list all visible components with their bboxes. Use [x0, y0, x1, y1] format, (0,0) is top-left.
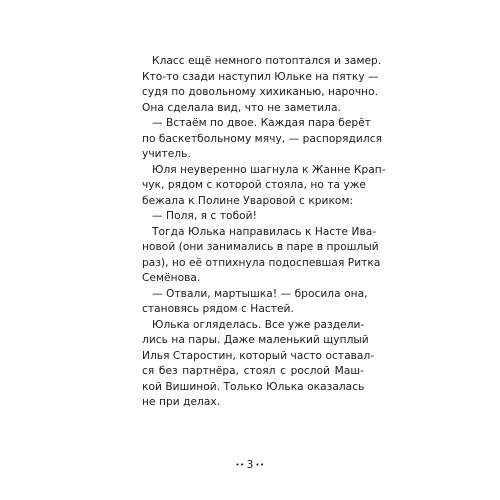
text-line: Илья Старостин, который часто оставал-	[142, 349, 375, 362]
paragraph	[142, 163, 386, 210]
paragraph	[142, 54, 382, 116]
text-line: лись на пары. Даже маленький щуплый	[142, 334, 369, 346]
text-line: Юля неуверенно шагнула к Жанне Крап-	[152, 163, 386, 176]
text-line: Тогда Юлька направилась к Насте Ива-	[152, 225, 377, 238]
text-line: Она сделала вид, что не заметила.	[142, 101, 341, 114]
text-line: новой (они занимались в паре в прошлый	[142, 241, 379, 253]
text-line: чук, рядом с которой стояла, но та уже	[142, 179, 366, 191]
text-line: становясь рядом с Настей.	[142, 303, 294, 315]
folio-ornament-left: ••	[235, 461, 245, 469]
page-number-value: 3	[246, 459, 254, 471]
paragraph	[142, 116, 382, 163]
text-line: не при делах.	[142, 396, 221, 408]
text-line: — Поля, я с тобой!	[152, 210, 257, 222]
paragraph	[142, 318, 375, 411]
paragraph	[142, 209, 364, 225]
paragraph	[142, 287, 368, 318]
text-line: учитель.	[142, 148, 191, 160]
page-number	[0, 459, 500, 471]
folio-ornament-right: ••	[255, 461, 265, 469]
text-line: Класс ещё немного потоптался и замер.	[152, 55, 382, 67]
text-line: Кто-то сзади наступил Юльке на пятку —	[142, 70, 379, 83]
text-line: ся без партнёра, стоял с рослой Маш-	[142, 365, 364, 377]
text-line: раз), но её отпихнула подоспевшая Ритка	[142, 256, 381, 269]
text-line: кой Вишиной. Только Юлька оказалась	[142, 380, 365, 393]
text-line: Семёнова.	[142, 272, 201, 284]
text-line: бежала к Полине Уваровой с криком:	[142, 194, 354, 207]
text-line: судя по довольному хихиканью, нарочно.	[142, 86, 379, 98]
text-line: Юлька огляделась. Все уже раздели-	[152, 318, 365, 331]
text-line: — Встаём по двое. Каждая пара берёт	[152, 117, 371, 129]
text-line: по баскетбольному мячу, — распорядился	[142, 132, 382, 145]
paragraph	[142, 225, 381, 287]
text-line: — Отвали, мартышка! — бросила она,	[152, 287, 368, 300]
text-block	[142, 54, 386, 411]
